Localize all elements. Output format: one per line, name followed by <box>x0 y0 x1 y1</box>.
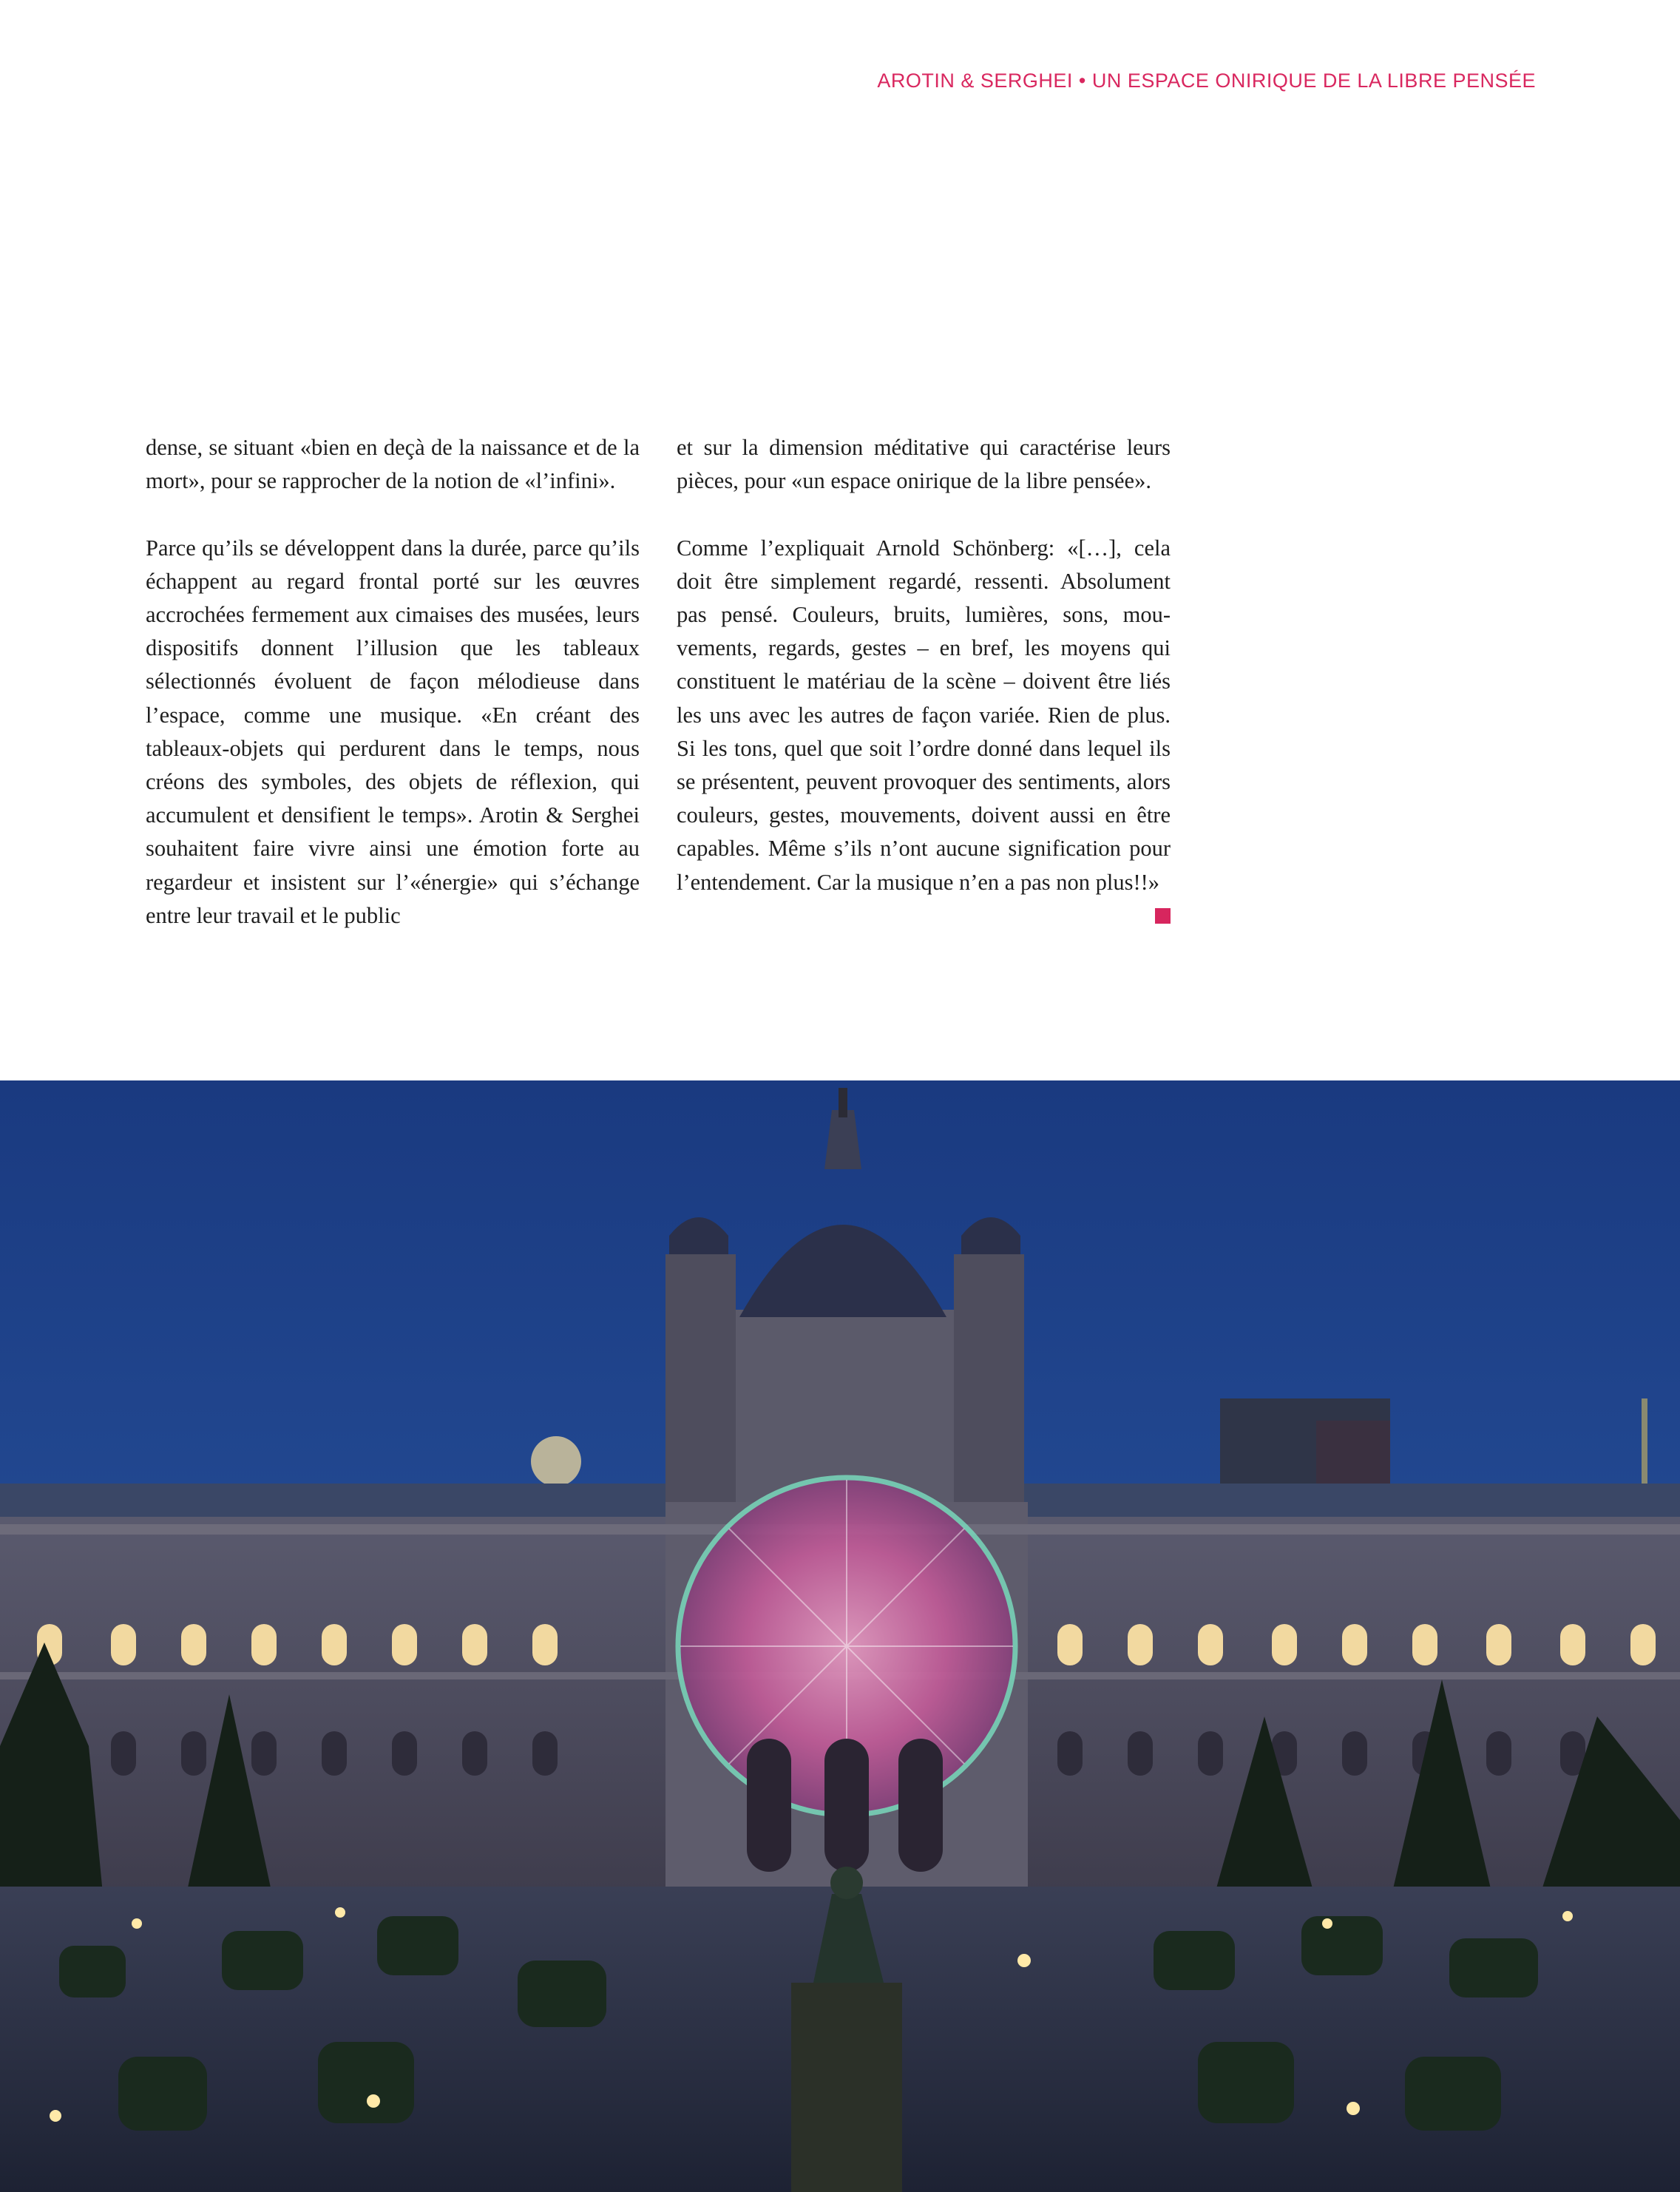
monument-head <box>830 1867 863 1899</box>
museum-night-photo <box>0 1080 1680 2192</box>
monument-plinth <box>791 1983 902 2192</box>
distant-building <box>1316 1421 1390 1487</box>
roof-left <box>0 1484 665 1520</box>
dome-tower-left <box>665 1254 736 1502</box>
dome-tower-right <box>954 1254 1024 1502</box>
entrance-arches <box>747 1739 943 1872</box>
article-column-left <box>146 431 640 933</box>
dome-drum <box>732 1310 954 1502</box>
paragraph: Parce qu’ils se développent dans la durée, parce qu’ils échappent au regard frontal porté sur les œuvres accrochées fermement aux cimaises des musées, leurs dispositifs donnent l’illusion que les tableaux sélectionnés évoluent de façon mélodieuse dans l’espace, comme une musique. «En créant des tableaux-objets qui perdurent dans le temps, nous créons des symboles, des objets de réflexion, qui accumulent et densifient le temps». Arotin & Serghei souhaitent faire vivre ainsi une émotion forte au regardeur et insistent sur l’«énergie» qui s’échange entre leur travail et le public <box>146 535 640 928</box>
article-column-right <box>677 431 1171 924</box>
paragraph: et sur la dimension méditative qui caractérise leurs pièces, pour «un espace onirique de la libre pensée». <box>677 435 1171 494</box>
running-header: AROTIN & SERGHEI • UN ESPACE ONIRIQUE DE LA LIBRE PENSÉE <box>877 70 1536 92</box>
distant-dome <box>531 1436 581 1486</box>
paragraph-text: Comme l’expliquait Arnold Schönberg: «[…], cela doit être simplement regardé, ressenti. Absolument pas pensé. Couleurs, bruits, lumières, sons, mouvements, regards, gestes – en bref, les moyens qui constituent le matériau de la scène – doivent être liés les uns avec les autres de façon variée. Rien de plus. Si les tons, quel que soit l’ordre donné dans lequel ils se présentent, peuvent provoquer des sentiments, alors couleurs, gestes, mouvements, doivent aussi en être capables. Même s’ils n’ont aucune signification pour l’entendement. Car la musique n’en a pas non plus!!» <box>677 535 1171 895</box>
dome-statue <box>839 1088 847 1117</box>
paragraph: dense, se situant «bien en deçà de la naissance et de la mort», pour se rapprocher de la notion de «l’infini». <box>146 435 640 494</box>
roof-right <box>1024 1484 1680 1520</box>
end-of-article-mark <box>1155 908 1171 924</box>
paragraph <box>677 532 1171 899</box>
